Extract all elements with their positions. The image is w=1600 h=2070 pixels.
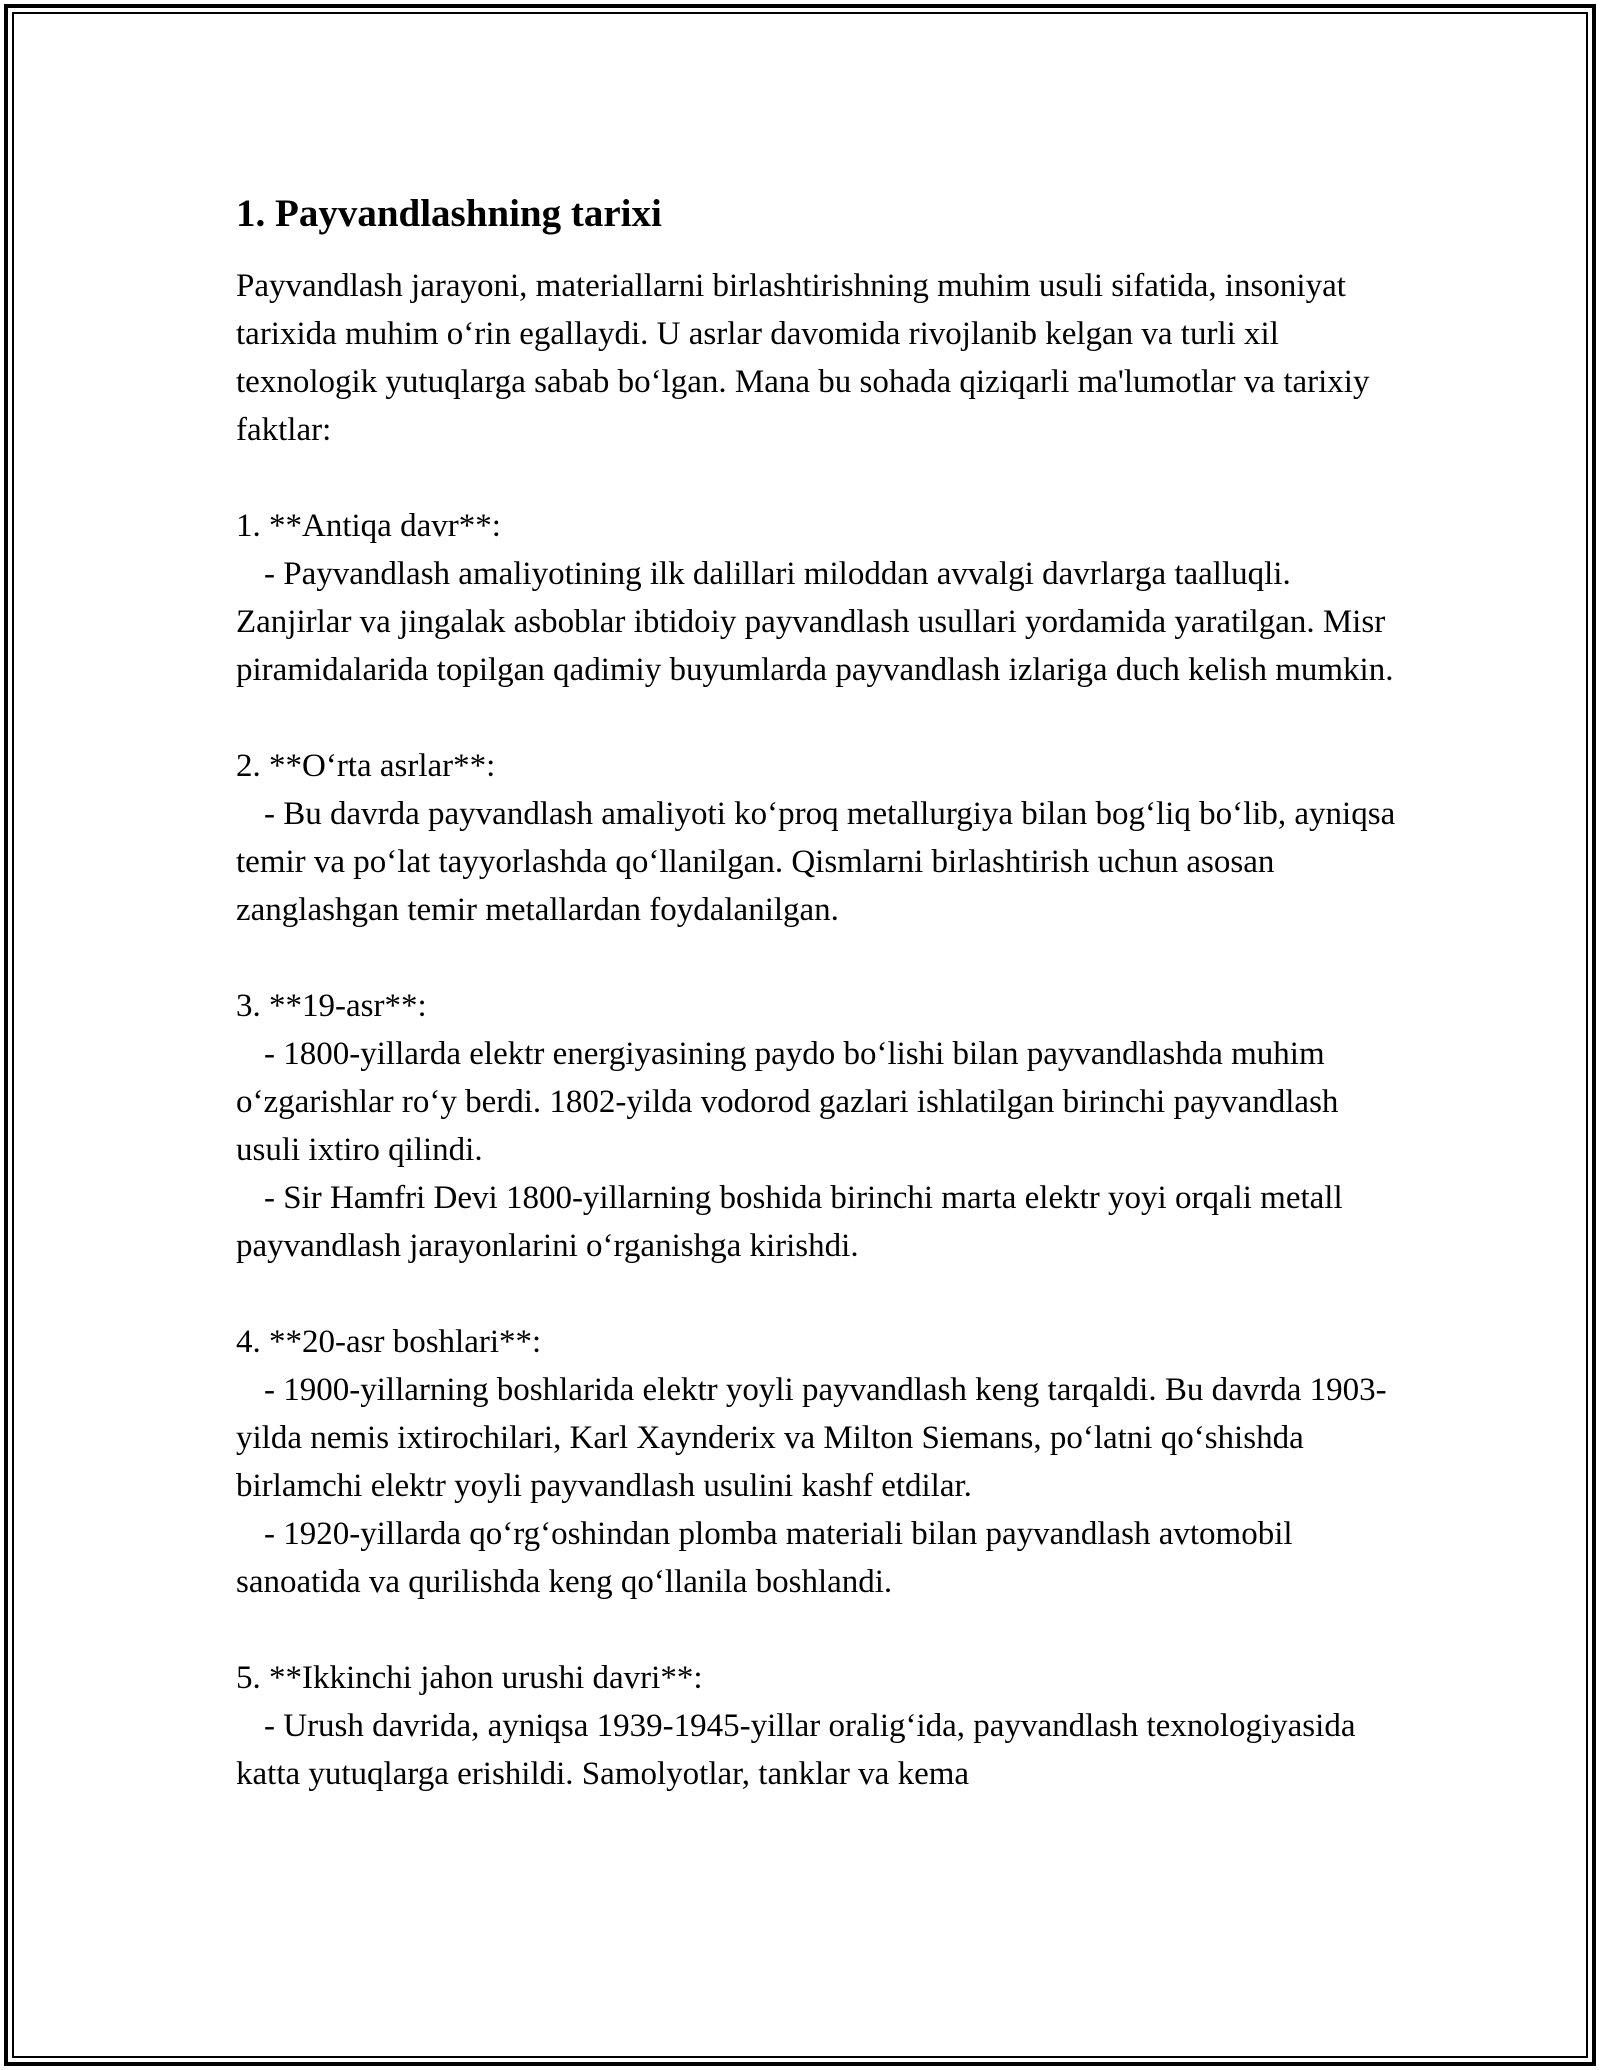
- section-title: 4. **20-asr boshlari**:: [236, 1324, 542, 1360]
- section-19-asr: [236, 982, 1406, 1270]
- document-page: [236, 190, 1406, 1798]
- section-item: - Urush davrida, ayniqsa 1939-1945-yillar oralig‘ida, payvandlash texnologiyasida katta yutuqlarga erishildi. Samolyotlar, tanklar va kema: [236, 1708, 1356, 1792]
- section-item: - 1800-yillarda elektr energiyasining paydo bo‘lishi bilan payvandlashda muhim o‘zgarishlar ro‘y berdi. 1802-yilda vodorod gazlari ishlatilgan birinchi payvandlash usuli ixtiro qilindi.: [236, 1036, 1339, 1168]
- section-item: - Sir Hamfri Devi 1800-yillarning boshida birinchi marta elektr yoyi orqali metall payvandlash jarayonlarini o‘rganishga kirishdi.: [236, 1180, 1343, 1264]
- section-item: - Bu davrda payvandlash amaliyoti ko‘proq metallurgiya bilan bog‘liq bo‘lib, ayniqsa temir va po‘lat tayyorlashda qo‘llanilgan. Qismlarni birlashtirish uchun asosan zanglashgan temir metallardan foydalanilgan.: [236, 796, 1396, 928]
- section-ikkinchi-jahon-urushi: [236, 1654, 1406, 1798]
- section-item: - Payvandlash amaliyotining ilk dalillari miloddan avvalgi davrlarga taalluqli. Zanjirlar va jingalak asboblar ibtidoiy payvandlash usullari yordamida yaratilgan. Misr piramidalarida topilgan qadimiy buyumlarda payvandlash izlariga duch kelish mumkin.: [236, 556, 1394, 688]
- section-item: - 1900-yillarning boshlarida elektr yoyli payvandlash keng tarqaldi. Bu davrda 1903-yilda nemis ixtirochilari, Karl Xaynderix va Milton Siemans, po‘latni qo‘shishda birlamchi elektr yoyli payvandlash usulini kashf etdilar.: [236, 1372, 1387, 1504]
- section-title: 5. **Ikkinchi jahon urushi davri**:: [236, 1660, 703, 1696]
- intro-paragraph: Payvandlash jarayoni, materiallarni birlashtirishning muhim usuli sifatida, insoniyat tarixida muhim o‘rin egallaydi. U asrlar davomida rivojlanib kelgan va turli xil texnologik yutuqlarga sabab bo‘lgan. Mana bu sohada qiziqarli ma'lumotlar va tarixiy faktlar:: [236, 268, 1370, 448]
- section-orta-asrlar: [236, 742, 1406, 934]
- section-antiqa-davr: [236, 502, 1406, 694]
- section-title: 3. **19-asr**:: [236, 988, 427, 1024]
- section-title: 1. **Antiqa davr**:: [236, 508, 501, 544]
- section-item: - 1920-yillarda qo‘rg‘oshindan plomba materiali bilan payvandlash avtomobil sanoatida va qurilishda keng qo‘llanila boshlandi.: [236, 1516, 1293, 1600]
- section-title: 2. **O‘rta asrlar**:: [236, 748, 496, 784]
- document-title: 1. Payvandlashning tarixi: [236, 192, 662, 235]
- section-20-asr-boshlari: [236, 1318, 1406, 1606]
